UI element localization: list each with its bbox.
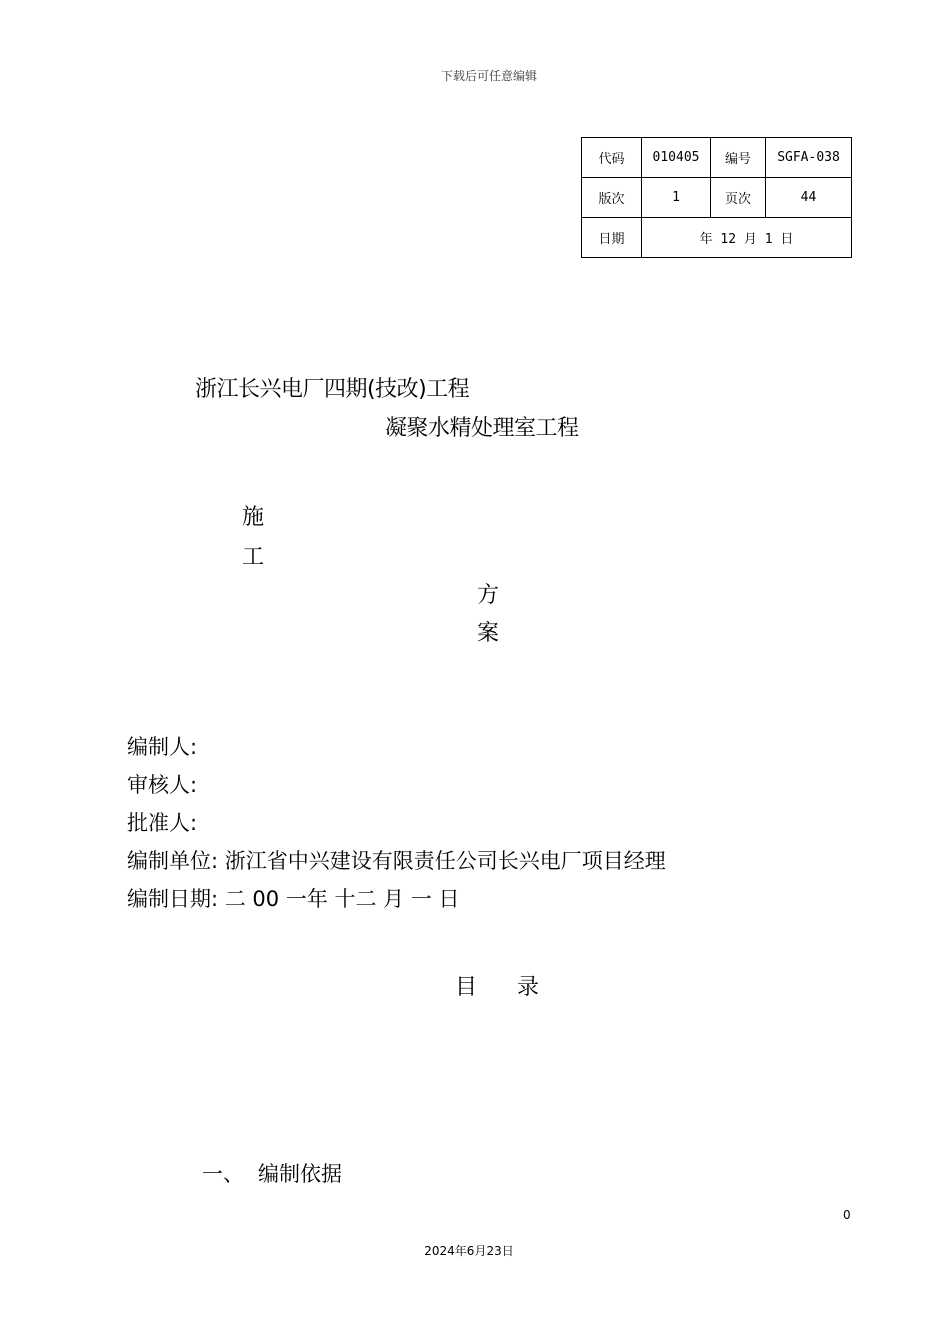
table-row xyxy=(582,218,852,258)
page-number: 0 xyxy=(843,1208,851,1222)
toc-title: 目录 xyxy=(455,975,580,1000)
code-value: 010405 xyxy=(642,138,711,178)
edition-label: 版次 xyxy=(582,178,642,218)
code-label: 代码 xyxy=(582,138,642,178)
header-note: 下载后可任意编辑 xyxy=(440,69,537,83)
unit-line: 编制单位: 浙江省中兴建设有限责任公司长兴电厂项目经理 xyxy=(127,849,666,873)
section-label: 编制依据 xyxy=(258,1162,342,1186)
document-info-table xyxy=(581,137,852,258)
number-label: 编号 xyxy=(711,138,766,178)
project-title: 浙江长兴电厂四期(技改)工程 xyxy=(195,377,470,402)
table-row xyxy=(582,178,852,218)
reviewer-line: 审核人: xyxy=(127,773,198,797)
plan-title-char: 方 xyxy=(477,583,500,608)
project-subtitle: 凝聚水精处理室工程 xyxy=(385,416,579,441)
plan-title-char: 工 xyxy=(242,545,265,570)
preparer-line: 编制人: xyxy=(127,735,198,759)
date-label: 日期 xyxy=(582,218,642,258)
pages-label: 页次 xyxy=(711,178,766,218)
number-value: SGFA-038 xyxy=(766,138,852,178)
plan-title-char: 案 xyxy=(477,621,500,646)
edition-value: 1 xyxy=(642,178,711,218)
section-number: 一、 xyxy=(202,1162,244,1186)
approver-line: 批准人: xyxy=(127,811,198,835)
date-value: 年 12 月 1 日 xyxy=(642,218,852,258)
date-line: 编制日期: 二 00 一年 十二 月 一 日 xyxy=(127,887,460,911)
plan-title-char: 施 xyxy=(242,505,265,530)
pages-value: 44 xyxy=(766,178,852,218)
footer-date: 2024年6月23日 xyxy=(424,1244,514,1258)
section-heading xyxy=(202,1158,342,1188)
table-row xyxy=(582,138,852,178)
